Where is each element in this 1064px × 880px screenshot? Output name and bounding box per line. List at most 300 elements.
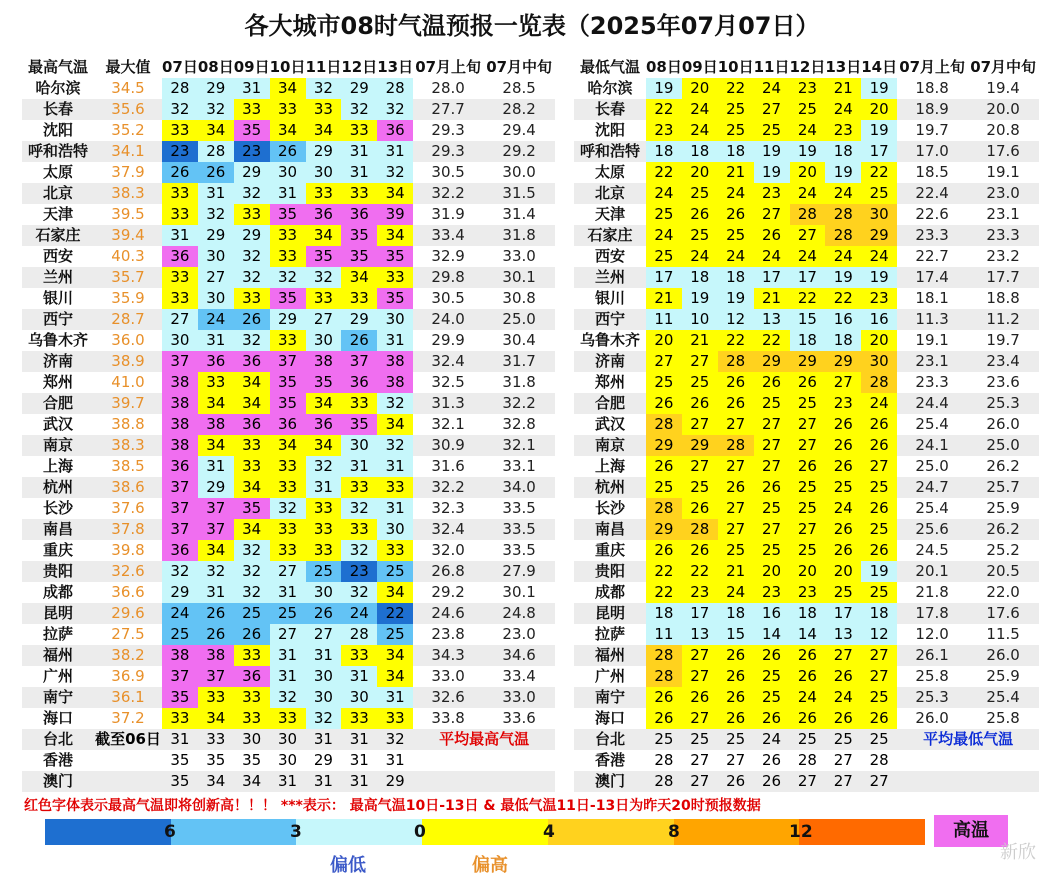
- temp-cell: 31: [377, 498, 413, 519]
- temp-cell: 20: [861, 330, 897, 351]
- temp-cell: 28: [718, 351, 754, 372]
- temp-cell: 34: [377, 183, 413, 204]
- temp-cell: 35: [270, 288, 306, 309]
- temp-cell: 17: [754, 267, 790, 288]
- temp-cell: 32: [234, 540, 270, 561]
- city-name: 成都: [594, 583, 625, 601]
- avg-value: 25.0: [483, 309, 555, 330]
- temp-cell: 36: [234, 351, 270, 372]
- temp-cell: 22: [754, 330, 790, 351]
- temp-cell: 29: [754, 351, 790, 372]
- temp-cell: 34: [306, 393, 342, 414]
- table-row: [574, 456, 1039, 477]
- avg-value: 25.9: [986, 499, 1020, 517]
- temp-cell: 33: [198, 372, 234, 393]
- temp-cell: 24: [790, 687, 826, 708]
- temp-cell: 10: [682, 309, 718, 330]
- temp-cell: 33: [306, 183, 342, 204]
- temp-cell: 35: [234, 498, 270, 519]
- temp-cell: 37: [198, 666, 234, 687]
- temp-cell: 31: [341, 666, 377, 687]
- avg-value: 32.2: [483, 393, 555, 414]
- legend-tick: 12: [789, 822, 813, 842]
- city-name: 银川: [42, 289, 73, 307]
- temp-cell: 36: [162, 246, 198, 267]
- temp-cell: 31: [341, 729, 377, 750]
- temp-cell: 33: [377, 267, 413, 288]
- temp-cell: 11: [646, 624, 682, 645]
- avg-value: 34.6: [483, 645, 555, 666]
- temp-cell: 35: [341, 225, 377, 246]
- avg-value: 30.8: [502, 289, 536, 307]
- temp-cell: 24: [790, 120, 826, 141]
- temp-cell: 30: [270, 162, 306, 183]
- temp-cell: 26: [682, 540, 718, 561]
- temp-cell: 26: [234, 624, 270, 645]
- table-row: [574, 582, 1039, 603]
- temp-cell: 28: [646, 498, 682, 519]
- avg-value: 33.4: [502, 667, 536, 685]
- temp-cell: 38: [198, 414, 234, 435]
- temp-cell: 36: [341, 372, 377, 393]
- temp-cell: 33: [306, 519, 342, 540]
- temp-cell: 26: [682, 393, 718, 414]
- avg-value: 25.4: [915, 415, 949, 433]
- table-row: [22, 540, 555, 561]
- avg-value: 22.7: [915, 247, 949, 265]
- temp-cell: 35: [270, 204, 306, 225]
- table-row: [574, 561, 1039, 582]
- avg-value: 33.0: [502, 247, 536, 265]
- temp-cell: 35: [162, 771, 198, 792]
- temp-cell: 29: [646, 435, 682, 456]
- avg-value: 17.8: [897, 603, 967, 624]
- temp-cell: 22: [718, 330, 754, 351]
- temp-cell: 26: [306, 603, 342, 624]
- temp-cell: 18: [682, 141, 718, 162]
- temp-cell: 31: [198, 183, 234, 204]
- temp-cell: 23: [825, 120, 861, 141]
- table-label: 最高气温: [27, 58, 88, 76]
- table-row: [574, 120, 1039, 141]
- avg-value: 24.8: [483, 603, 555, 624]
- table-row: [22, 288, 555, 309]
- day-header: 12日: [341, 58, 378, 76]
- temp-cell: 29: [790, 351, 826, 372]
- temp-cell: 24: [198, 309, 234, 330]
- avg-header: 07月中旬: [970, 58, 1037, 76]
- temp-cell: 32: [306, 267, 342, 288]
- max-value: 38.8: [111, 415, 145, 433]
- temp-cell: 36: [234, 666, 270, 687]
- temp-cell: 31: [162, 225, 198, 246]
- temp-cell: 32: [377, 99, 413, 120]
- temp-cell: 34: [234, 771, 270, 792]
- legend-swatch-orange: [674, 819, 800, 845]
- temp-cell: 26: [825, 519, 861, 540]
- max-value: 36.9: [111, 667, 145, 685]
- temp-cell: 35: [234, 120, 270, 141]
- temp-cell: 27: [718, 498, 754, 519]
- day-header: 10日: [717, 58, 754, 76]
- legend-swatch-mid-blue: [171, 819, 297, 845]
- temp-cell: 26: [162, 162, 198, 183]
- temp-cell: 33: [162, 708, 198, 729]
- temp-cell: 23: [682, 582, 718, 603]
- temp-cell: 18: [825, 330, 861, 351]
- table-row: [574, 351, 1039, 372]
- temp-cell: 28: [341, 624, 377, 645]
- city-name: 杭州: [22, 477, 94, 498]
- max-value: 29.6: [94, 603, 162, 624]
- city-name: 西宁: [22, 309, 94, 330]
- max-value: 37.6: [111, 499, 145, 517]
- low-temp-table: [574, 57, 1039, 792]
- avg-value: 17.6: [967, 603, 1039, 624]
- avg-value: 17.4: [897, 267, 967, 288]
- temp-cell: 21: [718, 561, 754, 582]
- avg-value: 31.5: [483, 183, 555, 204]
- avg-value: 27.9: [483, 561, 555, 582]
- avg-value: 33.5: [502, 541, 536, 559]
- temp-cell: 30: [306, 162, 342, 183]
- avg-value: 25.0: [967, 435, 1039, 456]
- avg-value: 29.3: [413, 141, 483, 162]
- day-header: 12日: [789, 58, 826, 76]
- temp-cell: 25: [718, 729, 754, 750]
- temp-cell: 26: [861, 414, 897, 435]
- note: [413, 750, 555, 771]
- temp-cell: 31: [198, 330, 234, 351]
- table-row: [22, 120, 555, 141]
- temp-cell: 18: [718, 267, 754, 288]
- day-header: 10日: [269, 58, 306, 76]
- temp-cell: 18: [790, 603, 826, 624]
- city-name: 广州: [594, 667, 625, 685]
- max-value: 34.5: [111, 79, 145, 97]
- temp-cell: 27: [306, 309, 342, 330]
- temp-cell: 33: [341, 477, 377, 498]
- temp-cell: 31: [234, 78, 270, 99]
- table-row: [574, 204, 1039, 225]
- temp-cell: 33: [162, 120, 198, 141]
- temp-cell: 27: [861, 456, 897, 477]
- temp-cell: 25: [754, 666, 790, 687]
- temp-cell: 35: [206, 751, 226, 769]
- temp-cell: 26: [198, 624, 234, 645]
- temp-cell: 26: [790, 708, 826, 729]
- max-value: 32.6: [94, 561, 162, 582]
- temp-cell: 34: [234, 393, 270, 414]
- temp-cell: 26: [790, 456, 826, 477]
- temp-cell: 12: [718, 309, 754, 330]
- avg-value: 18.8: [915, 79, 949, 97]
- temp-cell: 27: [861, 771, 897, 792]
- temp-cell: 23: [234, 141, 270, 162]
- temp-cell: 13: [682, 624, 718, 645]
- max-value: 36.1: [94, 687, 162, 708]
- temp-cell: 27: [754, 456, 790, 477]
- temp-cell: 22: [682, 561, 718, 582]
- avg-value: 19.1: [915, 331, 949, 349]
- city-name: 石家庄: [22, 225, 94, 246]
- temp-cell: 28: [869, 751, 889, 769]
- temp-cell: 36: [341, 204, 377, 225]
- legend-swatch-light-cyan: [296, 819, 422, 845]
- avg-value: 26.0: [915, 709, 949, 727]
- max-value: 37.2: [111, 709, 145, 727]
- temp-cell: 25: [270, 603, 306, 624]
- table-row: [574, 393, 1039, 414]
- note: [413, 771, 555, 792]
- table-row: [22, 435, 555, 456]
- temp-cell: 24: [754, 246, 790, 267]
- city-name: 海口: [594, 709, 625, 727]
- temp-cell: 29: [313, 751, 333, 769]
- temp-cell: 29: [682, 435, 718, 456]
- temp-cell: 25: [718, 540, 754, 561]
- note: 平均最高气温: [413, 729, 555, 750]
- temp-cell: 17: [646, 267, 682, 288]
- temp-cell: 33: [198, 687, 234, 708]
- temp-cell: 31: [341, 162, 377, 183]
- temp-cell: 36: [234, 414, 270, 435]
- temp-cell: 33: [162, 183, 198, 204]
- city-name: 呼和浩特: [22, 141, 94, 162]
- table-row: [574, 225, 1039, 246]
- max-value: 39.5: [111, 205, 145, 223]
- temp-cell: 27: [682, 351, 718, 372]
- legend-tick: 3: [290, 822, 302, 842]
- table-row: [574, 498, 1039, 519]
- temp-cell: 25: [825, 729, 861, 750]
- table-row: [22, 582, 555, 603]
- temp-cell: 27: [690, 751, 710, 769]
- city-name: 南昌: [22, 519, 94, 540]
- temp-cell: 26: [825, 708, 861, 729]
- temp-cell: 23: [754, 183, 790, 204]
- temp-cell: 17: [825, 603, 861, 624]
- table-row: [22, 246, 555, 267]
- city-name: 天津: [42, 205, 73, 223]
- table-row: [22, 456, 555, 477]
- temp-cell: 33: [306, 99, 342, 120]
- temp-cell: 32: [377, 435, 413, 456]
- temp-cell: 33: [234, 456, 270, 477]
- temp-cell: 27: [726, 751, 746, 769]
- temp-cell: 25: [682, 477, 718, 498]
- city-name: 南昌: [574, 519, 646, 540]
- avg-value: 25.8: [986, 709, 1020, 727]
- temp-cell: 33: [270, 708, 306, 729]
- city-name: 太原: [42, 163, 73, 181]
- table-row: [22, 330, 555, 351]
- temp-cell: 24: [682, 99, 718, 120]
- max-value: 35.2: [111, 121, 145, 139]
- temp-cell: 20: [790, 561, 826, 582]
- temp-cell: 25: [861, 687, 897, 708]
- temp-cell: 32: [234, 183, 270, 204]
- temp-cell: 29: [341, 309, 377, 330]
- temp-cell: 28: [162, 78, 198, 99]
- temp-cell: 24: [646, 183, 682, 204]
- table-row: [22, 750, 555, 771]
- temp-cell: 31: [341, 141, 377, 162]
- max-value: 39.4: [94, 225, 162, 246]
- day-header: 08日: [197, 58, 234, 76]
- table-row: [574, 519, 1039, 540]
- temp-cell: 35: [306, 372, 342, 393]
- avg-value: 30.0: [502, 163, 536, 181]
- avg-value: 25.4: [967, 687, 1039, 708]
- temp-cell: 30: [306, 666, 342, 687]
- temp-cell: 19: [646, 78, 682, 99]
- temp-cell: 32: [270, 498, 306, 519]
- temp-cell: 36: [377, 120, 413, 141]
- temp-cell: 28: [825, 204, 861, 225]
- city-name: 长春: [22, 99, 94, 120]
- temp-cell: 34: [377, 645, 413, 666]
- city-name: 西宁: [574, 309, 646, 330]
- table-row: [22, 99, 555, 120]
- table-row: [22, 414, 555, 435]
- avg-value: 24.7: [897, 477, 967, 498]
- temp-cell: 19: [825, 267, 861, 288]
- temp-cell: 33: [234, 435, 270, 456]
- avg-value: 23.3: [967, 225, 1039, 246]
- temp-cell: 38: [162, 645, 198, 666]
- temp-cell: 26: [754, 771, 790, 792]
- temp-cell: 19: [754, 162, 790, 183]
- temp-cell: 15: [790, 309, 826, 330]
- city-name: 南京: [574, 435, 646, 456]
- header-row: [574, 57, 1039, 78]
- temp-cell: 19: [861, 561, 897, 582]
- temp-cell: 26: [861, 708, 897, 729]
- legend-hot-swatch: 高温: [934, 815, 1008, 847]
- temp-cell: 28: [377, 78, 413, 99]
- temp-cell: 25: [377, 624, 413, 645]
- temp-cell: 32: [341, 582, 377, 603]
- temp-cell: 13: [825, 624, 861, 645]
- legend-swatch-deep-blue: [45, 819, 171, 845]
- temp-cell: 14: [754, 624, 790, 645]
- table-row: [22, 351, 555, 372]
- table-row: [574, 708, 1039, 729]
- avg-value: 11.2: [967, 309, 1039, 330]
- temp-cell: 34: [377, 666, 413, 687]
- avg-value: 11.5: [986, 625, 1020, 643]
- temp-cell: 29: [234, 225, 270, 246]
- table-row: [22, 372, 555, 393]
- temp-cell: 31: [270, 582, 306, 603]
- temp-cell: 38: [306, 351, 342, 372]
- city-name: 福州: [574, 645, 646, 666]
- max-value: 40.3: [111, 247, 145, 265]
- temp-cell: 26: [718, 477, 754, 498]
- temp-cell: 26: [682, 204, 718, 225]
- table-row: [22, 162, 555, 183]
- avg-value: 33.0: [431, 667, 465, 685]
- max-value: 37.8: [94, 519, 162, 540]
- temp-cell: 34: [306, 225, 342, 246]
- temp-cell: 34: [198, 708, 234, 729]
- temp-cell: 25: [234, 603, 270, 624]
- watermark: 新欣: [1000, 842, 1036, 863]
- table-row: [574, 771, 1039, 792]
- temp-cell: 34: [198, 771, 234, 792]
- avg-value: 31.4: [502, 205, 536, 223]
- temp-cell: 26: [861, 540, 897, 561]
- temp-cell: 20: [825, 561, 861, 582]
- temp-cell: 32: [162, 561, 198, 582]
- temp-cell: 35: [170, 751, 190, 769]
- temp-cell: 33: [162, 267, 198, 288]
- city-name: 重庆: [594, 541, 625, 559]
- temp-cell: 28: [825, 225, 861, 246]
- temp-cell: 38: [162, 435, 198, 456]
- temp-cell: 31: [270, 645, 306, 666]
- temp-cell: 20: [754, 561, 790, 582]
- avg-value: 33.8: [431, 709, 465, 727]
- avg-value: 22.6: [915, 205, 949, 223]
- table-row: [22, 645, 555, 666]
- city-name: 沈阳: [594, 121, 625, 139]
- max-value: 35.6: [94, 99, 162, 120]
- temp-cell: 18: [646, 603, 682, 624]
- temp-cell: 34: [306, 435, 342, 456]
- temp-cell: 27: [825, 645, 861, 666]
- temp-cell: 16: [754, 603, 790, 624]
- city-name: 郑州: [594, 373, 625, 391]
- city-name: 合肥: [22, 393, 94, 414]
- temp-cell: 31: [306, 771, 342, 792]
- table-row: [574, 666, 1039, 687]
- temp-cell: 38: [198, 645, 234, 666]
- temp-cell: 27: [682, 666, 718, 687]
- temp-cell: 30: [341, 687, 377, 708]
- temp-cell: 30: [377, 309, 413, 330]
- table-row: [574, 540, 1039, 561]
- city-name: 重庆: [42, 541, 73, 559]
- temp-cell: 19: [825, 162, 861, 183]
- legend-swatch-yellow: [422, 819, 548, 845]
- temp-cell: 27: [682, 771, 718, 792]
- temp-cell: 27: [306, 624, 342, 645]
- city-name: 长沙: [42, 499, 73, 517]
- temp-cell: 30: [234, 729, 270, 750]
- city-name: 台北: [22, 729, 94, 750]
- legend-swatch-dark-orange: [799, 819, 925, 845]
- temp-cell: 30: [278, 751, 298, 769]
- temp-cell: 22: [646, 582, 682, 603]
- avg-header: 07月中旬: [486, 58, 553, 76]
- temp-cell: 33: [341, 120, 377, 141]
- city-name: 石家庄: [574, 225, 646, 246]
- temp-cell: 33: [198, 729, 234, 750]
- avg-value: 32.2: [413, 477, 483, 498]
- temp-cell: 25: [682, 729, 718, 750]
- temp-cell: 34: [377, 414, 413, 435]
- temp-cell: 24: [682, 120, 718, 141]
- temp-cell: 22: [646, 162, 682, 183]
- avg-value: 26.8: [413, 561, 483, 582]
- temp-cell: 39: [377, 204, 413, 225]
- temp-cell: 33: [377, 708, 413, 729]
- temp-cell: 34: [341, 267, 377, 288]
- temp-cell: 18: [682, 267, 718, 288]
- city-name: 乌鲁木齐: [579, 331, 640, 349]
